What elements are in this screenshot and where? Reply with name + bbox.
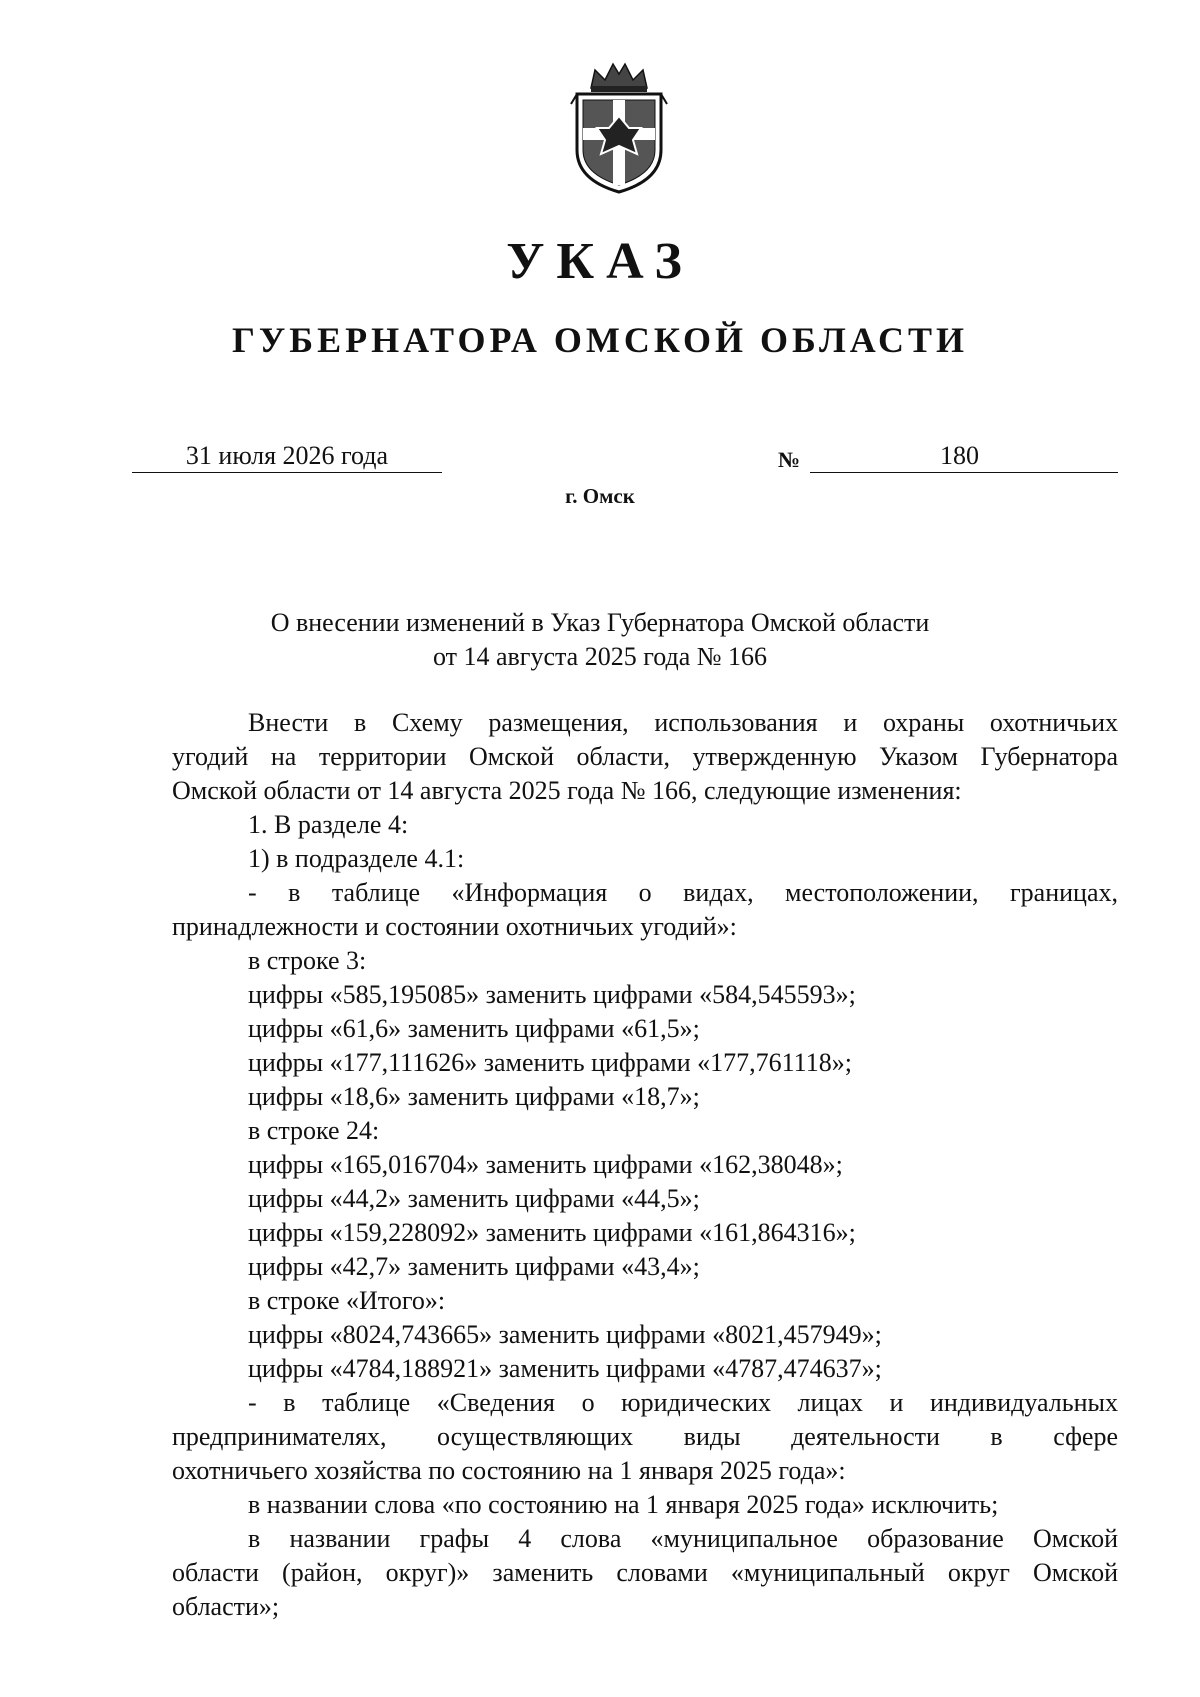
document-city: г. Омск xyxy=(565,484,635,508)
table2-line-3: охотничьего хозяйства по состоянию на 1 января 2025 года»: xyxy=(172,1456,846,1485)
section-heading: 1. В разделе 4: xyxy=(248,810,409,839)
column-line-3: области»; xyxy=(172,1592,280,1621)
document-date: 31 июля 2026 года xyxy=(132,440,442,473)
amendment-line: цифры «18,6» заменить цифрами «18,7»; xyxy=(248,1082,700,1111)
number-label: № xyxy=(778,447,801,472)
subsection-heading: 1) в подразделе 4.1: xyxy=(248,844,465,873)
amendment-line: цифры «61,6» заменить цифрами «61,5»; xyxy=(248,1014,700,1043)
intro-line-3: Омской области от 14 августа 2025 года № 166, следующие изменения: xyxy=(172,776,962,805)
document-subject xyxy=(0,606,1200,674)
table2-line-2: предпринимателях, осуществляющих виды деятельности в сфере xyxy=(172,1422,1118,1451)
intro-line-2: угодий на территории Омской области, утвержденную Указом Губернатора xyxy=(172,742,1118,771)
document-issuer: ГУБЕРНАТОРА ОМСКОЙ ОБЛАСТИ xyxy=(231,320,969,360)
document-number: 180 xyxy=(940,441,979,470)
document-title: УКАЗ xyxy=(506,233,694,290)
intro-line-1: Внести в Схему размещения, использования и охраны охотничьих xyxy=(248,708,1118,737)
amendment-line: цифры «177,111626» заменить цифрами «177,761118»; xyxy=(248,1048,852,1077)
amendment-line: цифры «4784,188921» заменить цифрами «4787,474637»; xyxy=(248,1354,882,1383)
subject-line-2: от 14 августа 2025 года № 166 xyxy=(432,642,768,671)
amendment-line: в строке 24: xyxy=(248,1116,380,1145)
amendment-line: цифры «8024,743665» заменить цифрами «8021,457949»; xyxy=(248,1320,882,1349)
subject-line-1: О внесении изменений в Указ Губернатора Омской области xyxy=(270,608,930,637)
table2-line-1: - в таблице «Сведения о юридических лицах и индивидуальных xyxy=(248,1388,1118,1417)
document-number-line xyxy=(810,440,1118,473)
naming-amendment: в названии слова «по состоянию на 1 января 2025 года» исключить; xyxy=(248,1490,999,1519)
amendment-line: в строке «Итого»: xyxy=(248,1286,446,1315)
amendment-line: цифры «585,195085» заменить цифрами «584,545593»; xyxy=(248,980,856,1009)
amendment-line: цифры «42,7» заменить цифрами «43,4»; xyxy=(248,1252,700,1281)
column-line-2: области (район, округ)» заменить словами «муниципальный округ Омской xyxy=(172,1558,1118,1587)
coat-of-arms-emblem xyxy=(563,58,675,196)
column-line-1: в названии графы 4 слова «муниципальное образование Омской xyxy=(248,1524,1118,1553)
table1-line-2: принадлежности и состоянии охотничьих угодий»: xyxy=(172,912,737,941)
amendment-line: в строке 3: xyxy=(248,946,367,975)
document-body xyxy=(172,706,1118,1624)
amendment-line: цифры «159,228092» заменить цифрами «161,864316»; xyxy=(248,1218,856,1247)
table1-line-1: - в таблице «Информация о видах, местоположении, границах, xyxy=(248,878,1118,907)
amendment-line: цифры «165,016704» заменить цифрами «162,38048»; xyxy=(248,1150,843,1179)
amendment-line: цифры «44,2» заменить цифрами «44,5»; xyxy=(248,1184,700,1213)
